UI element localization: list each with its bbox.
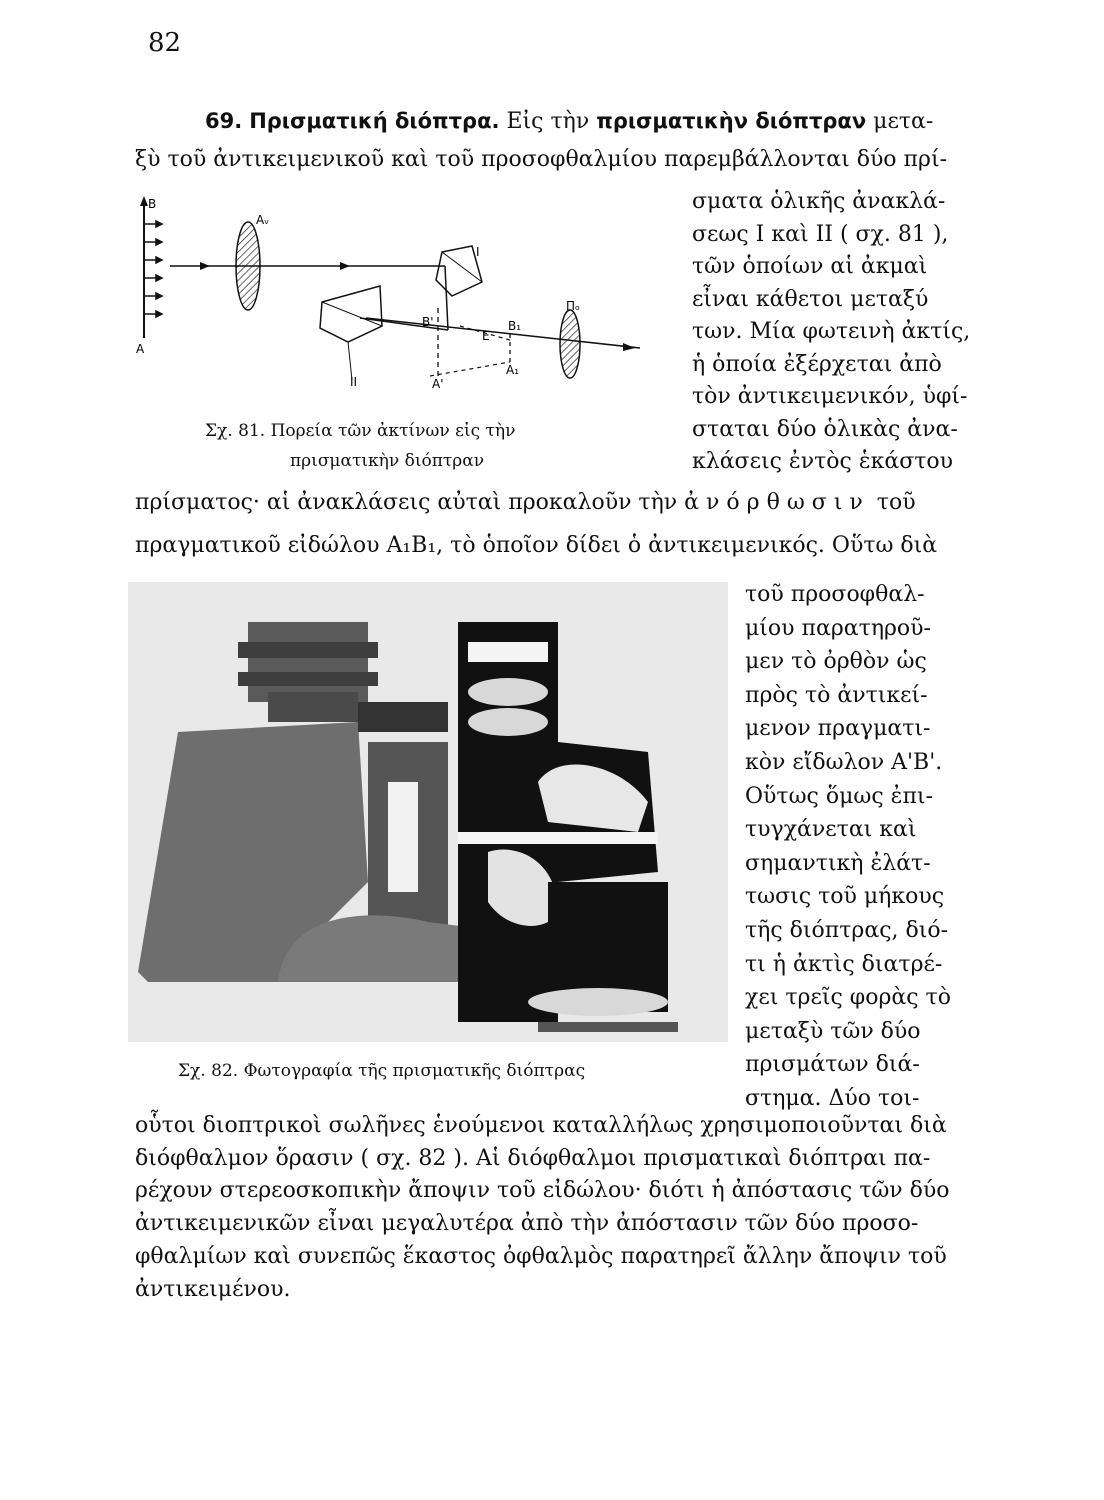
label-Bprime: B': [422, 315, 434, 329]
section-heading-line: [205, 106, 933, 137]
heading-bold-term: πρισματικὴν διόπτραν: [596, 109, 867, 133]
text-line: κὸν εἴδωλον A'B'.: [745, 749, 943, 775]
text-line: εἶναι κάθετοι μεταξύ: [692, 286, 929, 312]
text-line: ἀντικειμένου.: [135, 1276, 291, 1302]
section-line-2: ξὺ τοῦ ἀντικειμενικοῦ καὶ τοῦ προσοφθαλμίου παρεμβάλλονται δύο πρί-: [135, 147, 948, 172]
text-line: σταται δύο ὁλικὰς ἀνα-: [692, 416, 958, 442]
text-line: ἡ ὁποία ἐξέρχεται ἀπὸ: [692, 351, 942, 377]
object-arrow-head: [140, 196, 148, 206]
text-line: τωσις τοῦ μήκους: [745, 884, 945, 910]
closing-paragraph: [135, 1110, 950, 1306]
figure-82-binocular-photo: [128, 582, 728, 1042]
text-span: πρίσματος· αἱ ἀνακλάσεις αὐταὶ προκαλοῦν τὴν: [135, 490, 678, 515]
text-line: μεν τὸ ὀρθὸν ὡς: [745, 649, 927, 675]
text-line: πρὸς τὸ ἀντικεί-: [745, 682, 928, 708]
text-line: μίου παρατηροῦ-: [745, 615, 931, 641]
text-line: διόφθαλμον ὅρασιν ( σχ. 82 ). Αἱ διόφθαλμοι πρισματικαὶ διόπτραι πα-: [135, 1145, 931, 1171]
label-II: II: [350, 375, 358, 389]
text-line: τυγχάνεται καὶ: [745, 817, 917, 843]
text-line: Οὕτως ὅμως ἐπι-: [745, 783, 933, 809]
page-number: 82: [148, 28, 182, 58]
section-title: Πρισματική διόπτρα.: [249, 109, 500, 133]
text-line: σματα ὁλικῆς ἀνακλά-: [692, 189, 946, 214]
figure-81-ray-diagram: [130, 190, 650, 400]
text-line: μεταξὺ τῶν δύο: [745, 1018, 921, 1044]
text-line: χει τρεῖς φορὰς τὸ: [745, 985, 951, 1011]
text-line: οὗτοι διοπτρικοὶ σωλῆνες ἑνούμενοι καταλλήλως χρησιμοποιοῦνται διὰ: [135, 1113, 947, 1138]
text-line: τοῦ προσοφθαλ-: [745, 582, 925, 607]
spaced-emphasis: ἀνόρθωσιν: [684, 490, 870, 515]
label-E: E: [482, 329, 490, 343]
eyepiece-barrel: [248, 622, 368, 702]
ray-segment-out: [366, 318, 640, 348]
text-line: των. Μία φωτεινὴ ἀκτίς,: [692, 319, 971, 344]
object-rays-ticks: [144, 221, 162, 317]
text-line: τῆς διόπτρας, διό-: [745, 917, 949, 943]
side-column-2: [745, 578, 951, 1116]
section-number: 69.: [205, 109, 243, 133]
figure-81-caption-line-1: Σχ. 81. Πορεία τῶν ἀκτίνων εἰς τὴν: [205, 421, 516, 441]
text-line: σεως I καὶ II ( σχ. 81 ),: [692, 221, 949, 247]
heading-tail-text: μετα-: [873, 109, 934, 134]
label-Aprime: A': [432, 377, 444, 391]
label-A1: A₁: [506, 363, 520, 377]
figure-82-caption: Σχ. 82. Φωτογραφία τῆς πρισματικῆς διόπτρας: [178, 1061, 586, 1081]
label-I: I: [476, 245, 480, 259]
label-B1: B₁: [508, 319, 522, 333]
label-Po: Πₒ: [566, 299, 580, 313]
heading-lead-text: Εἰς τὴν: [506, 109, 590, 134]
label-B: B: [148, 197, 157, 211]
text-line: τὸν ἀντικειμενικόν, ὑφί-: [692, 384, 968, 409]
text-line: μενον πραγματι-: [745, 716, 931, 742]
eyepiece-lens: [560, 310, 580, 378]
text-line: τῶν ὁποίων αἱ ἀκμαὶ: [692, 254, 928, 279]
text-span: τοῦ: [876, 490, 916, 515]
text-line: κλάσεις ἐντὸς ἑκάστου: [692, 449, 954, 474]
figure-81-caption-line-2: πρισματικὴν διόπτραν: [290, 451, 485, 471]
text-line: τι ἡ ἀκτὶς διατρέ-: [745, 951, 943, 977]
text-line: στημα. Δύο τοι-: [745, 1085, 920, 1111]
text-line: φθαλμίων καὶ συνεπῶς ἕκαστος ὀφθαλμὸς παρατηρεῖ ἄλλην ἄποψιν τοῦ: [135, 1243, 947, 1269]
text-line: ἀντικειμενικῶν εἶναι μεγαλυτέρα ἀπὸ τὴν ἀπόστασιν τῶν δύο προσο-: [135, 1211, 919, 1237]
text-line: σημαντικὴ ἐλάτ-: [745, 850, 931, 876]
label-Av: Aᵥ: [256, 213, 270, 227]
side-column-1: [692, 186, 970, 479]
full-line-1: [135, 488, 916, 518]
text-line: πρισμάτων διά-: [745, 1052, 920, 1078]
full-line-2: πραγματικοῦ εἰδώλου A₁B₁, τὸ ὁποῖον δίδει ὁ ἀντικειμενικός. Οὕτω διὰ: [135, 533, 938, 558]
label-A: A: [136, 342, 145, 356]
text-line: ρέχουν στερεοσκοπικὴν ἄποψιν τοῦ εἰδώλου· διότι ἡ ἀπόστασις τῶν δύο: [135, 1178, 950, 1204]
